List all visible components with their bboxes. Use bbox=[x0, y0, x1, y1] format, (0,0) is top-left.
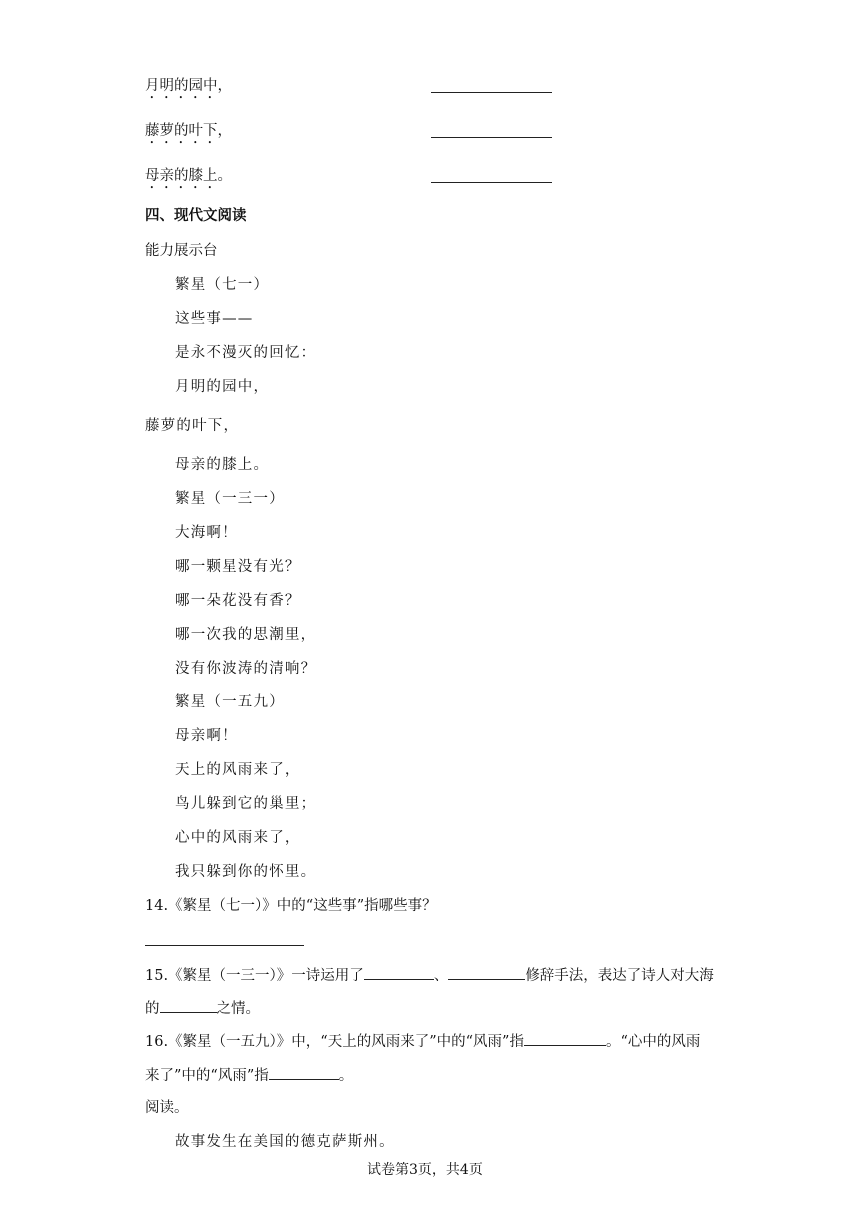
blank-item-2 bbox=[145, 121, 232, 147]
poem-line: 大海啊！ bbox=[175, 525, 238, 541]
emphasized-text: 藤萝的叶下 bbox=[145, 123, 218, 139]
emphasized-text: 月明的园中 bbox=[145, 78, 218, 94]
page-footer: 试卷第3页，共4页 bbox=[367, 1162, 483, 1178]
answer-blank-1[interactable] bbox=[431, 92, 552, 93]
blank-item-3 bbox=[145, 166, 232, 192]
question-16-line-2: 来了”中的“风雨”指 。 bbox=[145, 1065, 353, 1086]
answer-blank-q15-3[interactable] bbox=[160, 998, 217, 1013]
poem-line: 月明的园中， bbox=[175, 379, 270, 395]
poem-line: 没有你波涛的清响？ bbox=[175, 661, 317, 677]
poem-line: 天上的风雨来了， bbox=[175, 762, 301, 778]
poem-line: 心中的风雨来了， bbox=[175, 830, 301, 846]
punct: ， bbox=[217, 78, 232, 94]
poem-line: 母亲啊！ bbox=[175, 728, 238, 744]
poem-line: 哪一颗星没有光？ bbox=[175, 559, 301, 575]
answer-blank-3[interactable] bbox=[431, 182, 552, 183]
story-line: 故事发生在美国的德克萨斯州。 bbox=[175, 1134, 395, 1150]
poem-line: 藤萝的叶下， bbox=[145, 418, 240, 434]
poem-line: 我只躲到你的怀里。 bbox=[175, 864, 317, 880]
poem-line: 母亲的膝上。 bbox=[175, 457, 270, 473]
answer-blank-q14[interactable] bbox=[145, 945, 304, 946]
poem-line: 繁星（七一） bbox=[175, 277, 270, 293]
emphasized-text: 母亲的膝上 bbox=[145, 168, 218, 184]
poem-line: 繁星（一五九） bbox=[175, 694, 285, 710]
poem-line: 哪一次我的思潮里， bbox=[175, 627, 317, 643]
poem-line: 繁星（一三一） bbox=[175, 491, 285, 507]
answer-blank-q16-2[interactable] bbox=[269, 1065, 339, 1080]
poem-line: 这些事—— bbox=[175, 311, 254, 327]
question-16-line-1: 16.《繁星（一五九）》中，“天上的风雨来了”中的“风雨”指 。“心中的风雨 bbox=[145, 1031, 700, 1052]
question-15-line-2: 的 之情。 bbox=[145, 998, 260, 1019]
subheading: 能力展示台 bbox=[145, 243, 218, 259]
reading-label: 阅读。 bbox=[145, 1100, 189, 1116]
answer-blank-q15-2[interactable] bbox=[448, 965, 525, 980]
poem-line: 哪一朵花没有香？ bbox=[175, 593, 301, 609]
blank-item-1 bbox=[145, 76, 232, 102]
answer-blank-2[interactable] bbox=[431, 137, 552, 138]
punct: 。 bbox=[217, 168, 232, 184]
answer-blank-q16-1[interactable] bbox=[524, 1031, 606, 1046]
poem-line: 是永不漫灭的回忆： bbox=[175, 345, 317, 361]
section-heading: 四、现代文阅读 bbox=[145, 208, 247, 224]
punct: ， bbox=[217, 123, 232, 139]
question-15-line-1: 15.《繁星（一三一）》一诗运用了 、 修辞手法，表达了诗人对大海 bbox=[145, 965, 714, 986]
answer-blank-q15-1[interactable] bbox=[364, 965, 434, 980]
poem-line: 鸟儿躲到它的巢里； bbox=[175, 796, 317, 812]
question-14: 14.《繁星（七一）》中的“这些事”指哪些事？ bbox=[145, 898, 437, 914]
